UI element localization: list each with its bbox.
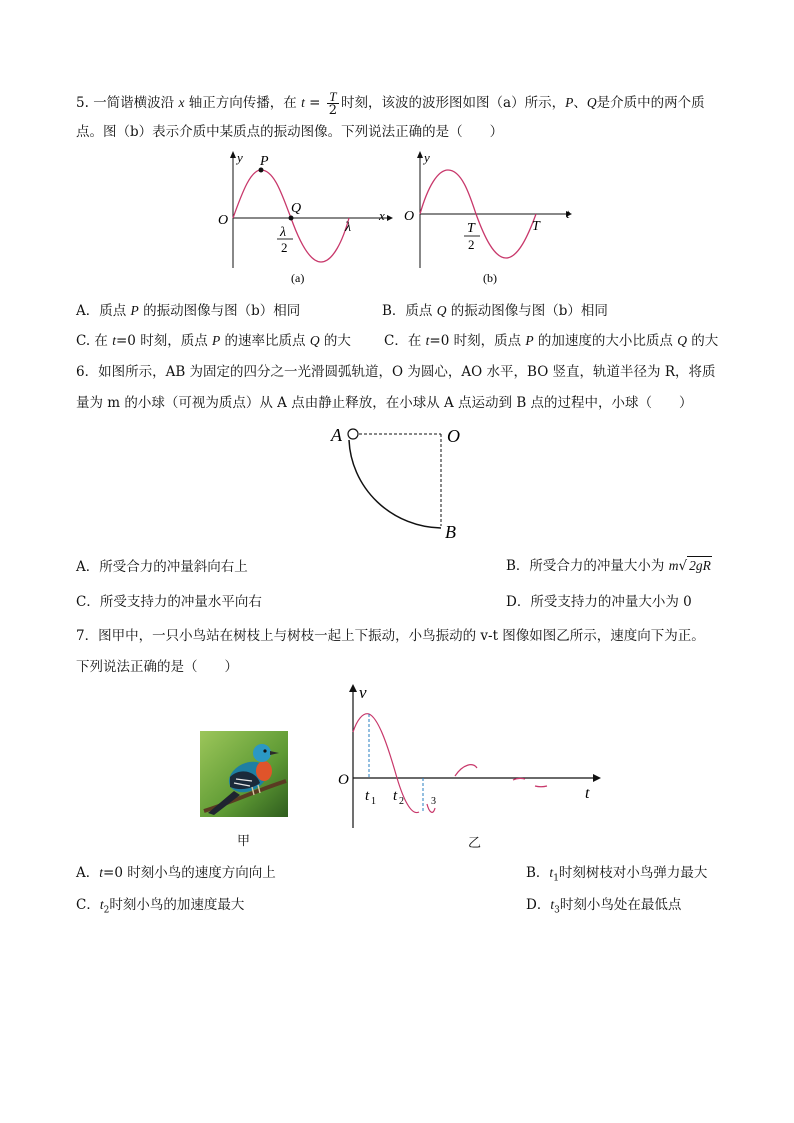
label-t3-sub: 3 — [431, 796, 436, 807]
q5-optD-t: t — [425, 333, 430, 348]
q6-optB-m: m — [668, 558, 679, 573]
q5-optD-a: C．在 — [384, 333, 426, 349]
q5-option-d — [384, 332, 718, 350]
axis-y-arrow — [417, 151, 423, 158]
q5-option-c — [76, 332, 351, 350]
q5-optC-q: Q — [309, 333, 320, 348]
q5-optC-b: =0 时刻，质点 — [116, 333, 212, 349]
q5-number: 5. — [76, 95, 89, 111]
q7-optC-t: t — [99, 897, 104, 912]
q6-option-d: D．所受支持力的冲量大小为 0 — [506, 594, 692, 610]
axis-y-arrow — [230, 151, 236, 158]
q5-optC-t: t — [112, 333, 116, 348]
q5-optB-q: Q — [436, 303, 447, 318]
bird-head — [253, 744, 271, 762]
velocity-curve-seg5 — [535, 786, 547, 787]
label-t1: t — [365, 788, 370, 804]
sqrt-sign: √ — [678, 558, 688, 574]
q7-optC-b: 时刻小鸟的加速度最大 — [109, 897, 245, 913]
label-t2: t — [393, 788, 398, 804]
axis-x-arrow — [387, 215, 393, 221]
label-t2-sub: 2 — [399, 796, 404, 807]
q6-option-a: A．所受合力的冲量斜向右上 — [76, 559, 248, 575]
label-o: O — [218, 213, 229, 228]
q7-optA-b: =0 时刻小鸟的速度方向向上 — [103, 865, 276, 881]
q5-optD-p: P — [525, 333, 534, 348]
q5-stem-line2: 点。图（b）表示介质中某质点的振动图像。下列说法正确的是（ ） — [76, 124, 504, 140]
q5-optC-a: C. 在 — [76, 333, 113, 349]
q7-stem-line1: 7．图甲中，一只小鸟站在树枝上与树枝一起上下振动，小鸟振动的 v-t 图像如图乙所示，速度向下为正。 — [76, 628, 705, 644]
q7-option-b — [526, 864, 707, 888]
q7-optB-a: B． — [526, 865, 550, 881]
label-q: Q — [291, 201, 302, 216]
label-t-axis: t — [585, 785, 590, 802]
q5-t-var: t — [301, 95, 305, 110]
label-o: O — [447, 426, 460, 446]
bird-eye — [263, 749, 266, 752]
q5-frac-den: 2 — [328, 103, 338, 118]
q7-optD-sub: 3 — [554, 905, 560, 916]
bird-breast — [256, 761, 272, 781]
q5-stem-b: 轴正方向传播，在 — [188, 95, 297, 111]
q5-stem-c: 时刻，该波的波形图如图（a）所示， — [341, 95, 566, 111]
q6-figure — [325, 420, 485, 545]
q6-optB-a: B．所受合力的冲量大小为 — [506, 558, 669, 574]
label-y: y — [237, 150, 243, 165]
velocity-curve — [353, 714, 419, 813]
ball — [348, 429, 358, 439]
q7-optC-a: C． — [76, 897, 100, 913]
q5-optC-c: 的速率比质点 — [220, 333, 310, 349]
q5-optD-b: =0 时刻，质点 — [429, 333, 526, 349]
caption-yi: 乙 — [468, 836, 482, 851]
q5-optB-b: 的振动图像与图（b）相同 — [446, 303, 608, 319]
axis-t-arrow — [593, 774, 601, 782]
q5-stem-a: 一简谐横波沿 — [93, 95, 175, 111]
q5-q: Q — [586, 95, 597, 110]
q5-option-a — [76, 302, 300, 320]
q5-eq: = — [304, 95, 325, 111]
q5-optA-p: P — [130, 303, 139, 318]
label-lambda: λ — [345, 220, 352, 235]
q7-optD-t: t — [550, 897, 555, 912]
velocity-curve-seg3 — [455, 765, 477, 776]
q5-stem-d: 是介质中的两个质 — [596, 95, 705, 111]
q7-optD-a: D． — [526, 897, 551, 913]
caption-a: (a) — [291, 271, 305, 285]
q6-option-c: C．所受支持力的冲量水平向右 — [76, 594, 262, 610]
label-o: O — [338, 772, 349, 788]
label-lambda-half-num: λ — [280, 225, 287, 240]
label-v: v — [359, 683, 367, 702]
q5-frac-num: T — [327, 90, 339, 104]
label-p: P — [260, 154, 269, 169]
q5-optD-q: Q — [677, 333, 687, 348]
q5-option-b — [382, 302, 608, 320]
caption-b: (b) — [483, 271, 497, 285]
q7-option-c — [76, 896, 244, 920]
q7-optB-t: t — [549, 865, 554, 880]
q7-optA-t: t — [99, 865, 104, 880]
q5-optC-p: P — [211, 333, 221, 348]
q7-optA-a: A． — [76, 865, 100, 881]
label-y: y — [424, 150, 430, 165]
q7-optC-sub: 2 — [103, 905, 110, 916]
label-lambda-half-den: 2 — [281, 240, 288, 255]
label-t: t — [566, 206, 570, 221]
q5-x-var: x — [178, 95, 185, 110]
label-t-half-num: T — [467, 221, 475, 236]
label-period: T — [532, 219, 540, 234]
point-q — [289, 216, 294, 221]
q7-stem-line2: 下列说法正确的是（ ） — [76, 659, 238, 675]
q7-vt-graph — [335, 680, 605, 830]
q5-optD-d: 的大 — [686, 333, 719, 349]
caption-jia: 甲 — [237, 834, 251, 849]
q7-optB-b: 时刻树枝对小鸟弹力最大 — [558, 865, 708, 881]
q7-option-d — [526, 896, 681, 920]
q6-option-b — [506, 556, 712, 575]
axis-v-arrow — [349, 684, 357, 692]
bird-photo — [200, 731, 288, 817]
label-t-half-den: 2 — [468, 237, 475, 252]
q6-stem-line2: 量为 m 的小球（可视为质点）从 A 点由静止释放，在小球从 A 点运动到 B 点的过程中，小球（ ） — [76, 395, 693, 411]
q7-option-a — [76, 864, 276, 882]
q6-stem-line1: 6．如图所示，AB 为固定的四分之一光滑圆弧轨道，O 为圆心，AO 水平，BO 竖直，轨道半径为 R，将质 — [76, 364, 716, 380]
q5-optC-d: 的大 — [319, 333, 351, 349]
q7-optD-b: 时刻小鸟处在最低点 — [559, 897, 682, 913]
label-t1-sub: 1 — [371, 796, 376, 807]
q5-optA-a: A．质点 — [76, 303, 131, 319]
label-b: B — [445, 522, 456, 542]
q5-optB-a: B．质点 — [382, 303, 437, 319]
label-o: O — [404, 209, 415, 224]
q5-fraction — [327, 90, 339, 117]
q5-figure-a — [215, 150, 395, 290]
q5-optD-c: 的加速度的大小比质点 — [533, 333, 678, 349]
q5-optA-b: 的振动图像与图（b）相同 — [138, 303, 301, 319]
q5-stem-line1 — [76, 90, 705, 117]
q7-optB-sub: 1 — [553, 873, 559, 884]
q6-optB-sqrt: 2gR — [689, 558, 711, 573]
q5-p: P — [565, 95, 574, 110]
label-a: A — [331, 425, 342, 445]
q5-sep: 、 — [573, 95, 587, 111]
q5-figure-b — [400, 150, 585, 290]
quarter-arc-track — [349, 440, 441, 528]
label-x: x — [379, 208, 385, 223]
